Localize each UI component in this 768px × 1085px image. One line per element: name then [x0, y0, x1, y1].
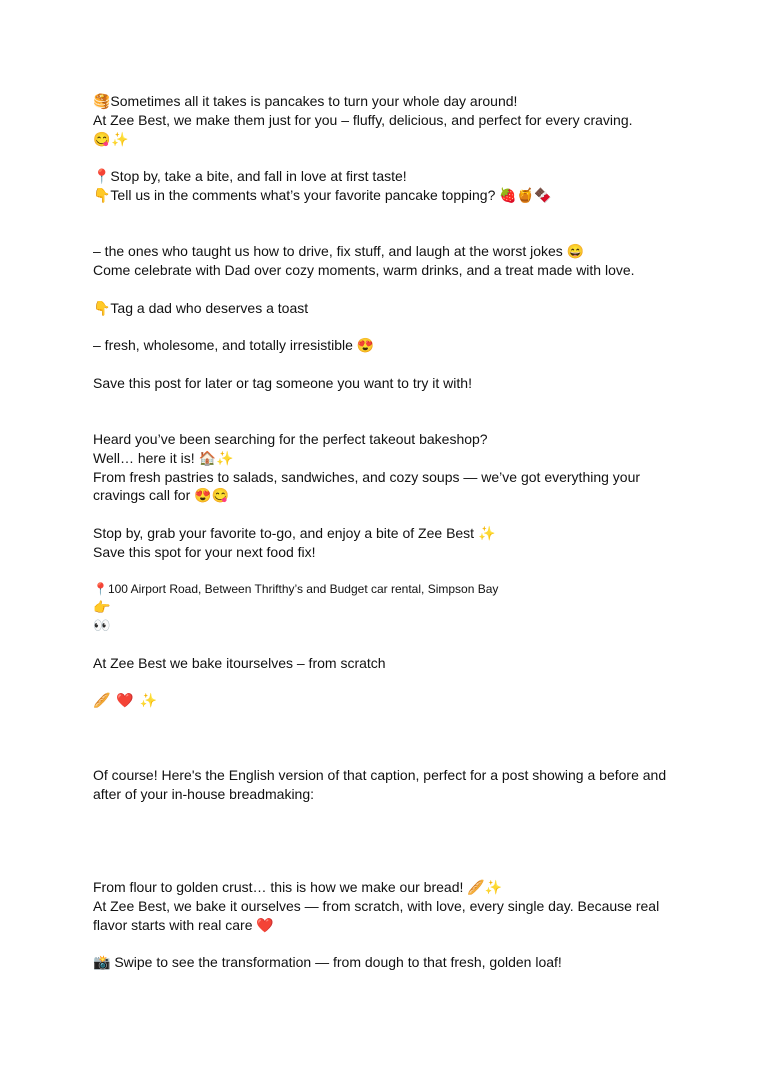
text-line-emoji-yum-sparkles: 😋✨: [93, 131, 130, 147]
text-line-eyes-emoji: 👀: [93, 617, 112, 633]
text-line-here-it-is: Well… here it is! 🏠✨: [93, 450, 234, 466]
text-line-save-post: Save this post for later or tag someone you want to try it with!: [93, 375, 472, 391]
text-line-tell-us-topping: 👇Tell us in the comments what’s your favorite pancake topping? 🍓🍯🍫: [93, 187, 552, 203]
text-line-heard-searching: Heard you’ve been searching for the perfect takeout bakeshop?: [93, 431, 488, 447]
text-line-flour-to-crust: From flour to golden crust… this is how we make our bread! 🥖✨: [93, 879, 503, 895]
text-line-swipe: 📸 Swipe to see the transformation — from dough to that fresh, golden loaf!: [93, 954, 562, 970]
text-line-celebrate-dad: Come celebrate with Dad over cozy moments, warm drinks, and a treat made with love.: [93, 262, 635, 278]
text-line-pointing-emoji: 👉: [93, 599, 112, 615]
text-line-cravings: cravings call for 😍😋: [93, 487, 230, 503]
text-line-dads-taught-us: – the ones who taught us how to drive, fix stuff, and laugh at the worst jokes 😄: [93, 243, 585, 259]
text-line-grab-favorite: Stop by, grab your favorite to-go, and enjoy a bite of Zee Best ✨: [93, 525, 496, 541]
text-line-breadmaking: after of your in-house breadmaking:: [93, 786, 315, 802]
text-line-bread-heart-sparkles: 🥖 ❤️ ✨: [93, 692, 159, 708]
text-line-stop-by: 📍Stop by, take a bite, and fall in love at first taste!: [93, 168, 407, 184]
text-line-tag-a-dad: 👇Tag a dad who deserves a toast: [93, 300, 309, 316]
text-line-real-care: flavor starts with real care ❤️: [93, 917, 274, 933]
text-line-fresh-pastries: From fresh pastries to salads, sandwiches, and cozy soups — we’ve got everything your: [93, 469, 641, 485]
text-line-of-course: Of course! Here's the English version of that caption, perfect for a post showing a before and: [93, 767, 667, 783]
text-line-bake-it-ourselves: At Zee Best, we bake it ourselves — from scratch, with love, every single day. Because real: [93, 898, 660, 914]
text-line-pancakes-intro: 🥞Sometimes all it takes is pancakes to turn your whole day around!: [93, 93, 518, 109]
text-line-save-spot: Save this spot for your next food fix!: [93, 544, 316, 560]
text-line-fresh-wholesome: – fresh, wholesome, and totally irresistible 😍: [93, 337, 375, 353]
text-line-bake-ourselves: At Zee Best we bake itourselves – from scratch: [93, 655, 386, 671]
text-line-zee-best-pancakes: At Zee Best, we make them just for you – fluffy, delicious, and perfect for every craving.: [93, 112, 633, 128]
text-line-address: 📍100 Airport Road, Between Thrifthy’s and Budget car rental, Simpson Bay: [93, 582, 499, 596]
